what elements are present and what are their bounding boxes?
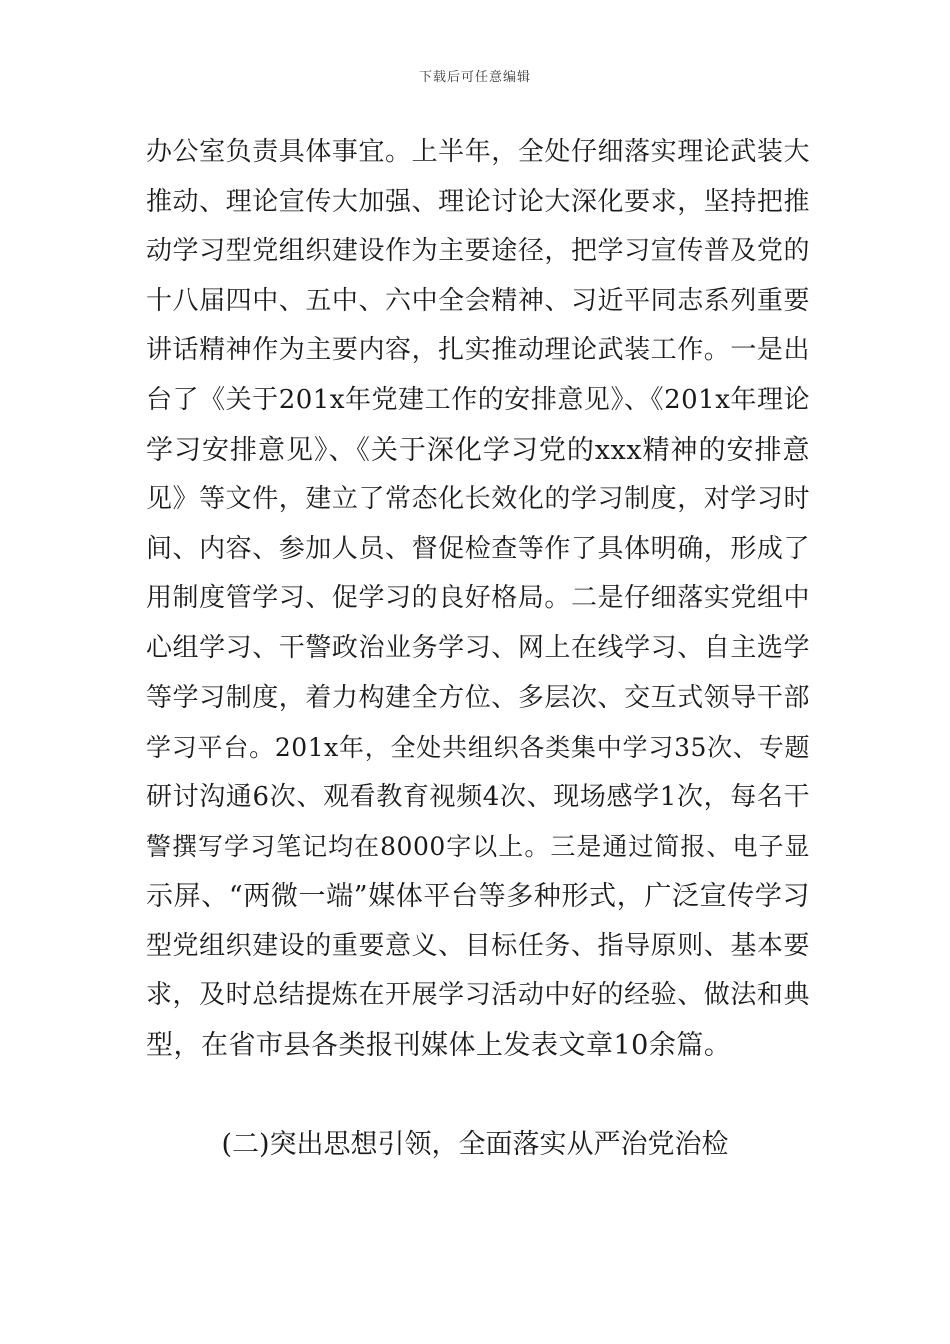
paragraph-line: 办公室负责具体事宜。上半年，全处仔细落实理论武装大 bbox=[146, 137, 810, 167]
paragraph-line: 型，在省市县各类报刊媒体上发表文章10余篇。 bbox=[146, 1029, 732, 1061]
paragraph-line: 型党组织建设的重要意义、目标任务、指导原则、基本要 bbox=[146, 930, 810, 961]
paragraph-line: 学习安排意见》、《关于深化学习党的xxx精神的安排意 bbox=[146, 434, 810, 466]
paragraph-line: 台了《关于201x年党建工作的安排意见》、《201x年理论 bbox=[146, 384, 810, 415]
paragraph-line: 推动、理论宣传大加强、理论讨论大深化要求，坚持把推 bbox=[146, 186, 810, 217]
paragraph-line: 示屏、“两微一端”媒体平台等多种形式，广泛宣传学习 bbox=[146, 880, 810, 912]
paragraph-line: 讲话精神作为主要内容，扎实推动理论武装工作。一是出 bbox=[146, 335, 810, 366]
paragraph-line: 十八届四中、五中、六中全会精神、习近平同志系列重要 bbox=[146, 285, 810, 316]
paragraph-line: 等学习制度，着力构建全方位、多层次、交互式领导干部 bbox=[146, 682, 810, 713]
paragraph-line: 间、内容、参加人员、督促检查等作了具体明确，形成了 bbox=[146, 533, 810, 564]
page-header-note: 下载后可任意编辑 bbox=[418, 70, 531, 85]
body-paragraph bbox=[146, 128, 810, 1070]
paragraph-line: 求，及时总结提炼在开展学习活动中好的经验、做法和典 bbox=[146, 980, 810, 1011]
paragraph-line: 心组学习、干警政治业务学习、网上在线学习、自主选学 bbox=[146, 632, 810, 663]
paragraph-line: 见》等文件，建立了常态化长效化的学习制度，对学习时 bbox=[146, 484, 810, 515]
paragraph-line: 用制度管学习、促学习的良好格局。二是仔细落实党组中 bbox=[146, 583, 810, 614]
paragraph-line: 学习平台。201x年，全处共组织各类集中学习35次、专题 bbox=[146, 733, 810, 763]
paragraph-line: 研讨沟通6次、观看教育视频4次、现场感学1次，每名干 bbox=[146, 781, 810, 812]
paragraph-line: 警撰写学习笔记均在8000字以上。三是通过简报、电子显 bbox=[146, 832, 810, 862]
paragraph-line: 动学习型党组织建设作为主要途径，把学习宣传普及党的 bbox=[146, 236, 810, 267]
section-heading: (二)突出思想引领，全面落实从严治党治检 bbox=[221, 1129, 729, 1160]
